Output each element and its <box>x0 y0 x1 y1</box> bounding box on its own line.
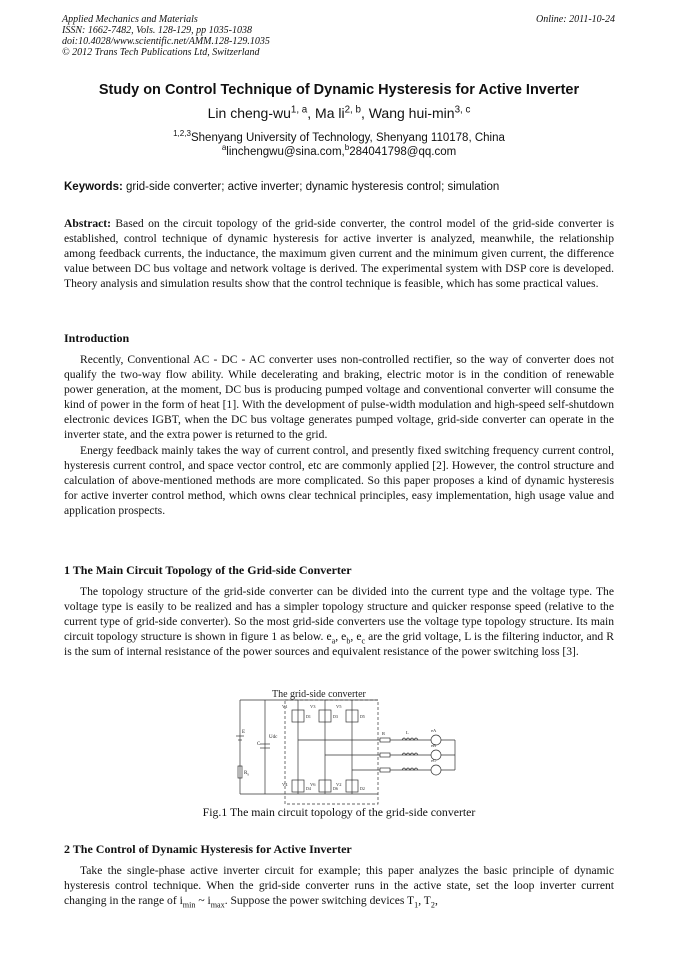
abstract-label: Abstract: <box>64 217 112 230</box>
label-e: E <box>242 730 246 735</box>
text-run: . Suppose the power switching devices T <box>224 894 415 908</box>
affiliation-block <box>0 131 678 159</box>
label-d5: D5 <box>360 714 365 719</box>
paragraph: Recently, Conventional AC - DC - AC converter uses non-controlled rectifier, so the way of converter does not qualify the two-way flow ability. While decelerating and braking, electric motor is in the condition of renewable power generation, at the moment, DC bus is producing pumped voltage and conventional converter will consume the kind of power in the form of heat [1]. With the development of pulse-width modulation and high-speed self-shutdown electronic devices IGBT, when the DC bus voltage generates pumped voltage, grid-side converter can operate in the inverter state, and the extra power is returned to the grid. <box>64 353 614 442</box>
section-2-body <box>64 863 614 908</box>
label-v6: V6 <box>310 782 316 787</box>
label-udc: Udc <box>269 735 278 740</box>
introduction-body <box>64 352 614 518</box>
email-sup-b: b <box>344 143 350 153</box>
label-d3: D3 <box>333 714 338 719</box>
label-v4: V4 <box>282 782 288 787</box>
circuit-diagram <box>230 688 460 806</box>
figure-caption: Fig.1 The main circuit topology of the grid-side converter <box>202 805 476 819</box>
label-ec: eC <box>431 758 436 763</box>
text-run: , e <box>335 630 347 644</box>
text-run: Take the single-phase active inverter circuit for example; this paper analyzes the basic principle of dynamic hysteresis control technique. When the grid-side converter runs in the active state, set the loop inverter current changing in the range of i <box>64 864 614 908</box>
keywords-label: Keywords: <box>64 181 123 193</box>
abstract-text: Based on the circuit topology of the grid-side converter, the control model of the grid-side converter is established, control technique of dynamic hysteresis for active inverter is analyzed, meanwhile, the relationship among feedback currents, the inductance, the maximum given current and the minimum given current, the difference value between DC bus voltage and network voltage is derived. The experimental system with DSP core is developed. Theory analysis and simulation results show that the control technique is feasible, which has some practical values. <box>64 217 614 291</box>
paragraph <box>64 584 614 659</box>
figure-inner-title: The grid-side converter <box>272 689 366 700</box>
copyright-line: © 2012 Trans Tech Publications Ltd, Switzerland <box>62 47 260 58</box>
label-d1: D1 <box>306 714 311 719</box>
subscript: min <box>182 900 196 910</box>
section-1-body <box>64 584 614 659</box>
label-r: R <box>382 731 386 736</box>
label-eb: eB <box>431 743 436 748</box>
subscript: b <box>346 636 351 646</box>
keywords-text: grid-side converter; active inverter; dynamic hysteresis control; simulation <box>126 181 500 193</box>
journal-header <box>62 14 270 58</box>
abstract <box>64 216 614 291</box>
author-sup: 3, c <box>454 104 471 116</box>
resistor-r-c <box>380 768 390 772</box>
affiliation-sup: 1,2,3 <box>173 129 191 139</box>
label-rs: $R_s$ <box>244 771 249 777</box>
text-run: , e <box>350 630 362 644</box>
section-1-heading: 1 The Main Circuit Topology of the Grid-side Converter <box>64 563 352 577</box>
label-v5: V5 <box>336 704 342 709</box>
author-name: Ma li <box>315 105 345 121</box>
affiliation <box>0 131 678 145</box>
doi-line: doi:10.4028/www.scientific.net/AMM.128-129.1035 <box>62 36 270 47</box>
paragraph <box>64 863 614 908</box>
label-d2: D2 <box>360 786 365 791</box>
author-list: Lin cheng-wu$^{1, a}$, Ma li$^{2, b}$, Wang hui-$\min^{3, c}$ <box>207 104 471 121</box>
keywords <box>64 181 499 193</box>
label-d4: D4 <box>306 786 311 791</box>
author-sup: 1, a <box>290 104 308 116</box>
text-run: , T <box>418 894 431 908</box>
label-d6: D6 <box>333 786 338 791</box>
grid-source-c <box>431 765 441 775</box>
subscript: max <box>210 900 225 910</box>
author-emails <box>0 145 678 159</box>
paragraph: Energy feedback mainly takes the way of current control, and presently fixed switching frequency current control, hysteresis current control, and space vector control, etc are commonly applied [2]. However, the control structure and calculation of above-mentioned methods are more complicated. So this paper proposes a kind of dynamic hysteresis for active inverter control method, which owns clear technical principles, easy implementation, high usage value and application prospects. <box>64 443 614 517</box>
author-name: Wang hui-min <box>368 105 455 121</box>
affiliation-text: Shenyang University of Technology, Shenyang 110178, China <box>190 132 505 144</box>
label-l: L <box>406 730 409 735</box>
text-run: ~ i <box>195 894 211 908</box>
text-run: are the grid voltage, L is the filtering inductor, and R is the sum of internal resistance of the power sources and equivalent resistance of the power switching loss [3]. <box>64 630 614 659</box>
subscript: 2 <box>430 900 435 910</box>
subscript: 1 <box>414 900 419 910</box>
resistor-r-a <box>380 738 390 742</box>
introduction-heading: Introduction <box>64 331 130 345</box>
label-v1: V1 <box>282 704 288 709</box>
section-2-heading: 2 The Control of Dynamic Hysteresis for Active Inverter <box>64 842 352 856</box>
author-sup: 2, b <box>344 104 361 116</box>
paper-title: Study on Control Technique of Dynamic Hysteresis for Active Inverter <box>98 82 580 98</box>
label-v2: V2 <box>336 782 342 787</box>
subscript: a <box>331 636 336 646</box>
online-date: Online: 2011-10-24 <box>536 14 615 25</box>
subscript: c <box>361 636 366 646</box>
email-a: linchengwu@sina.com, <box>226 146 345 158</box>
text-run: , <box>434 894 438 908</box>
label-ea: eA <box>431 728 437 733</box>
text-run: The topology structure of the grid-side converter can be divided into the current type and the voltage type. The voltage type is easily to be realized and has a simpler topology structure and quicker response speed (relative to the current type of grid-side converter). So the most grid-side converters use the voltage type topology structure. Its main circuit topology structure is shown in figure 1 as below. e <box>64 585 614 644</box>
label-v3: V3 <box>310 704 316 709</box>
email-sup-a: a <box>221 143 227 153</box>
label-c: C <box>257 742 261 747</box>
issn-line: ISSN: 1662-7482, Vols. 128-129, pp 1035-1038 <box>62 25 252 36</box>
resistor-r-b <box>380 753 390 757</box>
email-b: 284041798@qq.com <box>349 146 457 158</box>
journal-name: Applied Mechanics and Materials <box>62 14 198 25</box>
author-name: Lin cheng-wu <box>207 105 291 121</box>
